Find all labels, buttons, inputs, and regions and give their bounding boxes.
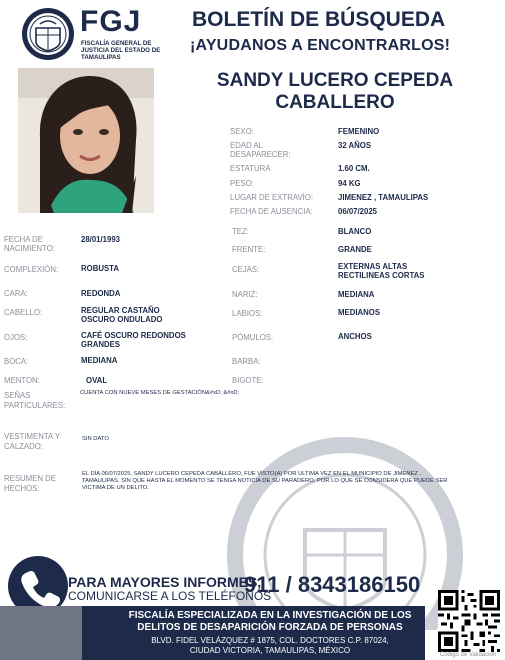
value-nariz: MEDIANA — [338, 290, 375, 299]
label-cara: CARA: — [4, 289, 28, 298]
qr-code-icon — [438, 590, 500, 652]
agency-line2: DELITOS DE DESAPARICIÓN FORZADA DE PERSONAS — [137, 622, 403, 633]
label-senas: SEÑAS PARTICULARES: — [4, 391, 66, 410]
logo-text: FGJ — [80, 5, 142, 38]
label-resumen: RESUMEN DE HECHOS: — [4, 474, 56, 493]
value-cara: REDONDA — [81, 289, 121, 298]
state-seal-icon — [20, 6, 76, 62]
value-boca: MEDIANA — [81, 356, 118, 365]
value-fecha-nacimiento: 28/01/1993 — [81, 235, 121, 244]
phone-number: 911 / 8343186150 — [244, 572, 421, 597]
value-fecha-ausencia: 06/07/2025 — [338, 207, 378, 216]
value-menton: OVAL — [86, 376, 108, 385]
label-boca: BOCA: — [4, 357, 29, 366]
value-pomulos: ANCHOS — [338, 332, 372, 341]
value-peso: 94 KG — [338, 179, 361, 188]
label-cejas: CEJAS: — [232, 265, 260, 274]
footer-gray-block — [0, 606, 82, 660]
label-ojos: OJOS: — [4, 333, 28, 342]
label-sexo: SEXO: — [230, 127, 254, 136]
value-labios: MEDIANOS — [338, 308, 381, 317]
value-ojos: CAFÉ OSCURO REDONDOS GRANDES — [81, 331, 186, 349]
value-sexo: FEMENINO — [338, 127, 380, 136]
label-lugar: LUGAR DE EXTRAVÍO: — [230, 193, 314, 202]
informes-line2: COMUNICARSE A LOS TELÉFONOS — [68, 589, 272, 603]
person-name: SANDY LUCERO CEPEDA CABALLERO — [216, 70, 454, 113]
label-bigote: BIGOTE: — [232, 376, 264, 385]
label-frente: FRENTE: — [232, 245, 266, 254]
label-barba: BARBA: — [232, 357, 261, 366]
label-vestimenta: VESTIMENTA Y CALZADO: — [4, 432, 60, 451]
value-edad: 32 AÑOS — [338, 141, 372, 150]
bulletin-title: BOLETÍN DE BÚSQUEDA — [192, 8, 446, 31]
value-frente: GRANDE — [338, 245, 372, 254]
label-fecha-nacimiento: FECHA DE NACIMIENTO: — [4, 235, 55, 253]
value-senas: CUENTA CON NUEVE MESES DE GESTACIÓN&#xD; &#xD; — [80, 390, 240, 396]
label-cabello: CABELLO: — [4, 308, 43, 317]
label-peso: PESO: — [230, 179, 254, 188]
label-labios: LABIOS: — [232, 309, 263, 318]
value-complexion: ROBUSTA — [81, 264, 119, 273]
value-resumen: EL DÍA 06/07/2025, SANDY LUCERO CEPEDA CABALLERO, FUE VISTO(A) POR ULTIMA VEZ EN EL MUNICIPIO DE JIMENEZ , TAMAULIPAS, SIN QUE HASTA EL MOMENTO SE TENGA NOTICIA DE SU PARADERO, POR LO QUE SE CONSIDERA QUE PUEDE SER VICTIMA DE UN DELITO. — [82, 471, 448, 491]
label-nariz: NARIZ: — [232, 290, 258, 299]
label-menton: MENTON: — [4, 376, 40, 385]
label-tez: TEZ: — [232, 227, 249, 236]
address-line1: BLVD. FIDEL VELÁZQUEZ # 1875, COL. DOCTORES C.P. 87024, — [151, 636, 389, 645]
value-cejas: EXTERNAS ALTAS RECTILINEAS CORTAS — [338, 262, 425, 280]
label-fecha-ausencia: FECHA DE AUSENCIA: — [230, 207, 313, 216]
bulletin-subtitle: ¡AYUDANOS A ENCONTRARLOS! — [190, 37, 451, 54]
value-lugar: JIMENEZ , TAMAULIPAS — [338, 193, 429, 202]
value-cabello: REGULAR CASTAÑO OSCURO ONDULADO — [81, 306, 163, 324]
value-vestimenta: SIN DATO — [82, 436, 109, 442]
qr-caption: Código de Validación — [439, 652, 497, 658]
agency-line1: FISCALÍA ESPECIALIZADA EN LA INVESTIGACIÓN DE LOS — [128, 610, 412, 621]
value-estatura: 1.60 CM. — [338, 164, 370, 173]
value-tez: BLANCO — [338, 227, 372, 236]
informes-line1: PARA MAYORES INFORMES, — [68, 574, 262, 590]
agency-address — [120, 636, 420, 656]
logo-subtitle: FISCALÍA GENERAL DE JUSTICIA DEL ESTADO DE TAMAULIPAS — [81, 40, 161, 61]
address-line2: CIUDAD VICTORIA, TAMAULIPAS, MÉXICO — [189, 646, 351, 655]
label-estatura: ESTATURA — [230, 164, 271, 173]
label-complexion: COMPLEXIÓN: — [4, 265, 59, 274]
label-edad: EDAD AL DESAPARECER: — [230, 141, 291, 159]
agency-name — [120, 610, 420, 634]
label-pomulos: PÓMULOS: — [232, 333, 274, 342]
person-photo — [18, 68, 154, 213]
fgj-logo — [20, 6, 170, 62]
